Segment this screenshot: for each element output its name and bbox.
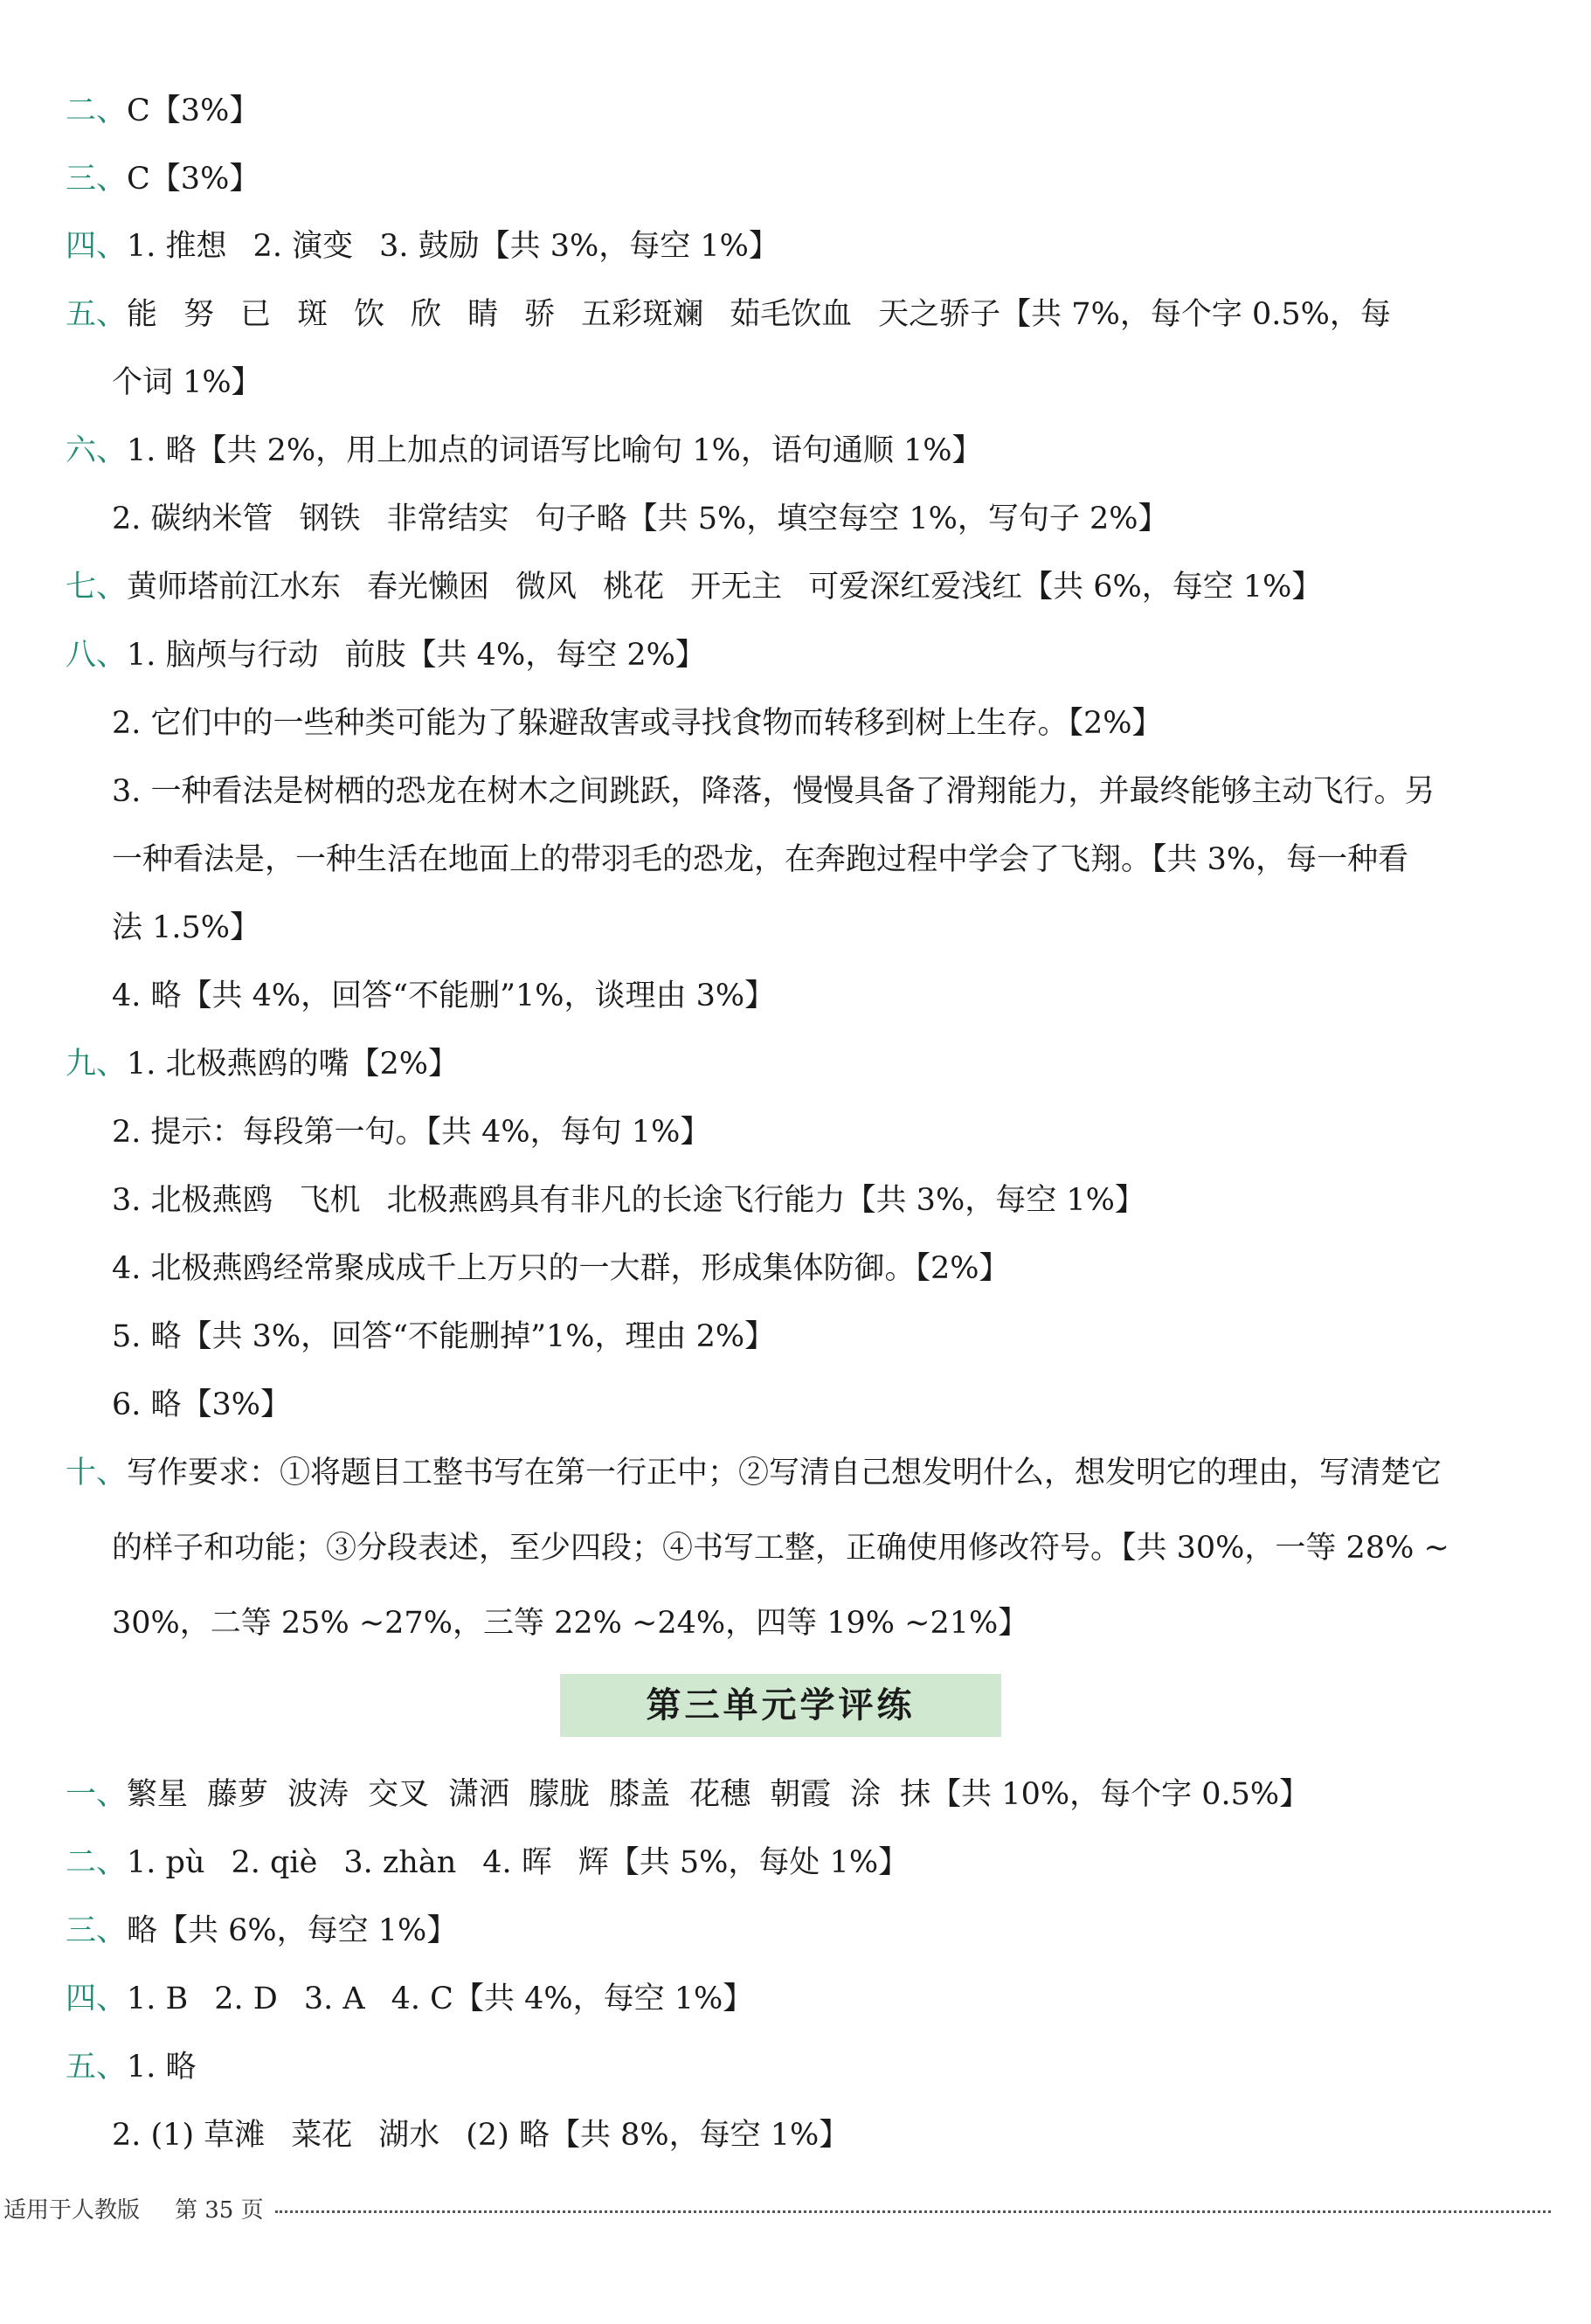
answer-a9-4: 4. 北极燕鸥经常聚成成千上万只的一大群，形成集体防御。【2%】 xyxy=(112,1251,1010,1286)
answer-word: 骄 xyxy=(524,297,556,332)
answer-word: 睛 xyxy=(467,297,499,332)
answer-b3 xyxy=(66,1912,1516,1950)
answer-b4 xyxy=(66,1980,1516,2018)
answer-word: 潇洒 xyxy=(448,1777,510,1812)
answer-a8-4: 4. 略【共 4%，回答“不能删”1%，谈理由 3%】 xyxy=(112,979,776,1013)
answer-a5-cont: 个词 1%】 xyxy=(112,365,262,400)
answer-part: 1. 推想 xyxy=(127,229,227,264)
answer-part: 2. 碳纳米管 xyxy=(112,501,273,536)
answer-a8-3-cont2: 法 1.5%】 xyxy=(112,910,261,945)
answer-a8 xyxy=(66,636,1516,674)
question-number: 二、 xyxy=(66,93,128,128)
answer-part: 前肢【共 4%，每空 2%】 xyxy=(344,638,706,673)
question-number: 八、 xyxy=(66,638,128,673)
question-number: 三、 xyxy=(66,162,128,197)
answer-text: 1. 略 xyxy=(127,2050,197,2085)
answer-word: 努 xyxy=(183,297,215,332)
answer-a3 xyxy=(66,160,1516,198)
answer-word: 藤萝 xyxy=(207,1777,269,1812)
answer-text: 写作要求：①将题目工整书写在第一行正中；②写清自己想发明什么，想发明它的理由，写清楚它 xyxy=(127,1456,1442,1491)
answer-b5-2 xyxy=(112,2116,1562,2155)
answer-a10-cont: 的样子和功能；③分段表述，至少四段；④书写工整，正确使用修改符号。【共 30%，一等 28% ~ xyxy=(112,1531,1449,1566)
question-number: 六、 xyxy=(66,433,128,468)
answer-part: 3. 北极燕鸥 xyxy=(112,1183,273,1218)
question-number: 七、 xyxy=(66,570,128,605)
answer-word: 能 xyxy=(127,297,158,332)
answer-word: 饮 xyxy=(354,297,385,332)
answer-part: 4. C【共 4%，每空 1%】 xyxy=(391,1982,754,2016)
answer-word: 抹【共 10%，每个字 0.5%】 xyxy=(900,1777,1311,1812)
answer-a9-6: 6. 略【3%】 xyxy=(112,1387,292,1422)
answer-part: 春光懒困 xyxy=(367,570,490,605)
answer-part: 句子略【共 5%，填空每空 1%，写句子 2%】 xyxy=(535,501,1169,536)
answer-part: 1. pù xyxy=(127,1845,205,1880)
answer-a9 xyxy=(66,1045,1516,1083)
answer-a9-5: 5. 略【共 3%，回答“不能删掉”1%，理由 2%】 xyxy=(112,1319,776,1354)
answer-a9-2: 2. 提示：每段第一句。【共 4%，每句 1%】 xyxy=(112,1115,711,1150)
answer-a8-2: 2. 它们中的一些种类可能为了躲避敌害或寻找食物而转移到树上生存。【2%】 xyxy=(112,706,1163,741)
question-number: 三、 xyxy=(66,1913,128,1948)
answer-word: 涂 xyxy=(850,1777,882,1812)
question-number: 十、 xyxy=(66,1456,128,1491)
answer-part: 飞机 xyxy=(299,1183,361,1218)
answer-part: 开无主 xyxy=(690,570,783,605)
answer-part: 3. 鼓励【共 3%，每空 1%】 xyxy=(379,229,779,264)
answer-a10 xyxy=(66,1454,1516,1492)
answer-word: 已 xyxy=(240,297,272,332)
edition-label: 适用于人教版 xyxy=(3,2197,141,2224)
answer-part: 钢铁 xyxy=(299,501,361,536)
question-number: 九、 xyxy=(66,1047,128,1082)
answer-a4 xyxy=(66,227,1516,266)
answer-a5 xyxy=(66,295,1516,334)
question-number: 二、 xyxy=(66,1845,128,1880)
answer-part: 菜花 xyxy=(291,2118,353,2153)
answer-word: 波涛 xyxy=(287,1777,349,1812)
answer-part: 1. 脑颅与行动 xyxy=(127,638,319,673)
answer-part: 北极燕鸥具有非凡的长途飞行能力【共 3%，每空 1%】 xyxy=(386,1183,1145,1218)
answer-part: 可爱深红爱浅红【共 6%，每空 1%】 xyxy=(808,570,1323,605)
answer-part: 辉【共 5%，每处 1%】 xyxy=(578,1845,910,1880)
answer-text: C【3%】 xyxy=(127,93,260,128)
answer-b5 xyxy=(66,2048,1516,2086)
answer-word: 天之骄子【共 7%，每个字 0.5%，每 xyxy=(878,297,1391,332)
section-title: 第三单元学评练 xyxy=(560,1674,1001,1737)
answer-a8-3: 3. 一种看法是树栖的恐龙在树木之间跳跃，降落，慢慢具备了滑翔能力，并最终能够主动飞行。另 xyxy=(112,774,1435,809)
answer-word: 斑 xyxy=(297,297,329,332)
page-footer xyxy=(0,2191,1564,2230)
answer-word: 朦胧 xyxy=(529,1777,591,1812)
answer-part: 2. D xyxy=(214,1982,278,2016)
question-number: 五、 xyxy=(66,2050,128,2085)
question-number: 五、 xyxy=(66,297,128,332)
answer-part: 2. 演变 xyxy=(252,229,354,264)
answer-a6 xyxy=(66,432,1516,470)
answer-word: 五彩斑斓 xyxy=(581,297,704,332)
answer-part: 2. (1) 草滩 xyxy=(112,2118,266,2153)
answer-a10-cont2: 30%，二等 25% ~27%，三等 22% ~24%，四等 19% ~21%】 xyxy=(112,1606,1029,1641)
answer-part: 湖水 xyxy=(378,2118,440,2153)
question-number: 四、 xyxy=(66,229,128,264)
answer-text: 略【共 6%，每空 1%】 xyxy=(127,1913,458,1948)
answer-word: 膝盖 xyxy=(609,1777,671,1812)
answer-part: 3. zhàn xyxy=(343,1845,457,1880)
footer-divider xyxy=(275,2210,1551,2213)
answer-part: 4. 晖 xyxy=(482,1845,552,1880)
answer-part: 3. A xyxy=(303,1982,365,2016)
answer-part: 2. qiè xyxy=(231,1845,318,1880)
answer-word: 欣 xyxy=(411,297,442,332)
answer-a6-2 xyxy=(112,500,1562,538)
answer-part: 非常结实 xyxy=(386,501,509,536)
answer-a8-3-cont: 一种看法是，一种生活在地面上的带羽毛的恐龙，在奔跑过程中学会了飞翔。【共 3%，每一种看 xyxy=(112,842,1409,877)
answer-a9-3 xyxy=(112,1181,1562,1220)
answer-part: 黄师塔前江水东 xyxy=(127,570,342,605)
answer-word: 交叉 xyxy=(368,1777,430,1812)
answer-word: 繁星 xyxy=(127,1777,189,1812)
answer-part: 桃花 xyxy=(603,570,665,605)
answer-word: 朝霞 xyxy=(770,1777,832,1812)
answer-b2 xyxy=(66,1843,1516,1882)
answer-b1 xyxy=(66,1775,1516,1814)
answer-a2 xyxy=(66,92,1516,130)
answer-part: (2) 略【共 8%，每空 1%】 xyxy=(466,2118,850,2153)
page-number: 第 35 页 xyxy=(175,2197,264,2224)
answer-word: 茹毛饮血 xyxy=(730,297,853,332)
question-number: 四、 xyxy=(66,1982,128,2016)
answer-text: 1. 北极燕鸥的嘴【2%】 xyxy=(127,1047,460,1082)
answer-a7 xyxy=(66,568,1516,606)
question-number: 一、 xyxy=(66,1777,128,1812)
answer-part: 微风 xyxy=(515,570,578,605)
answer-word: 花穗 xyxy=(689,1777,751,1812)
answer-text: 1. 略【共 2%，用上加点的词语写比喻句 1%，语句通顺 1%】 xyxy=(127,433,983,468)
answer-part: 1. B xyxy=(127,1982,189,2016)
answer-text: C【3%】 xyxy=(127,162,260,197)
